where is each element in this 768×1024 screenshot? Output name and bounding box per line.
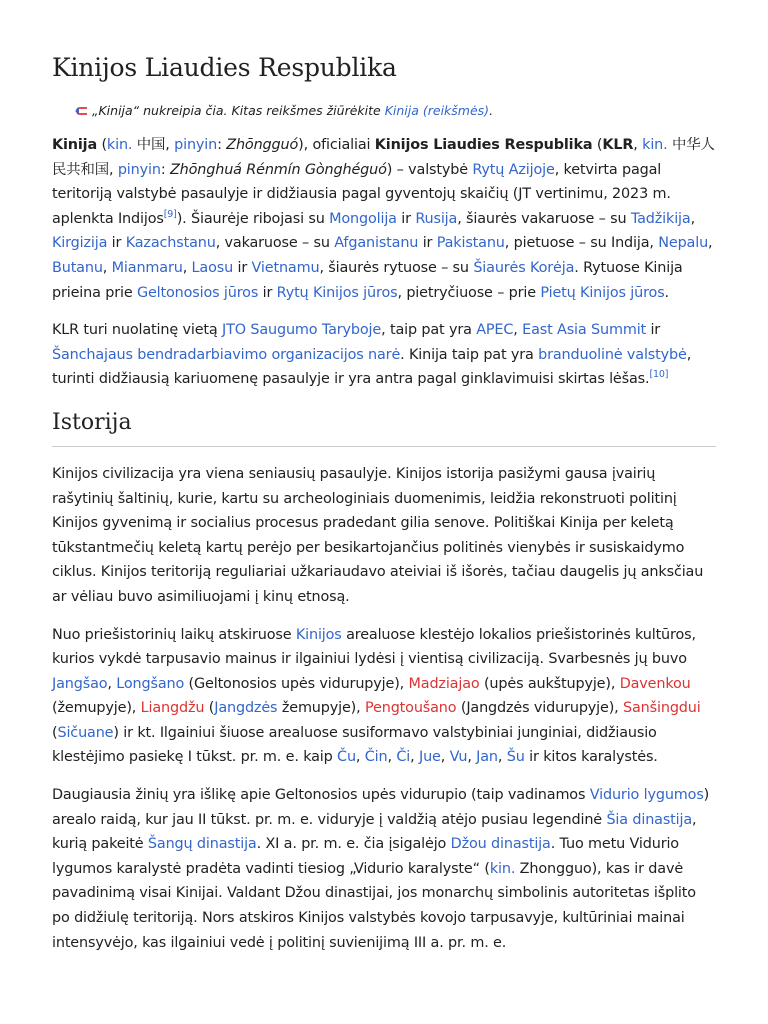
hatnote-end: . xyxy=(489,103,494,118)
intro-paragraph-2 xyxy=(52,318,716,392)
bold-term: Kinijos Liaudies Respublika xyxy=(374,137,593,153)
wiki-link[interactable]: Mianmaru xyxy=(111,259,183,276)
wiki-link[interactable]: kin. xyxy=(489,860,516,877)
wiki-link[interactable]: Džou dinastija xyxy=(450,836,551,853)
wiki-link[interactable]: JTO Saugumo Taryboje xyxy=(222,322,382,339)
wiki-link[interactable]: Kinijos xyxy=(295,626,342,643)
text-run: ir xyxy=(258,284,277,301)
wiki-link[interactable]: Longšano xyxy=(116,675,185,692)
text-run: Nuo priešistorinių laikų atskiruose xyxy=(52,626,296,643)
text-run: 中国, xyxy=(132,137,175,153)
text-run: ) ir kt. Ilgainiui šiuose arealuose susiformavo valstybiniai junginiai, didžiausio klestėjimo pasiekę I tūkst. pr. m. e. kaip xyxy=(52,724,657,766)
wiki-link[interactable]: pinyin xyxy=(174,137,218,153)
wiki-link[interactable]: Mongolija xyxy=(329,210,397,227)
wiki-link[interactable]: Vu xyxy=(449,749,468,766)
wiki-link[interactable]: Nepalu xyxy=(658,235,709,252)
text-run: , xyxy=(497,749,507,766)
wiki-link[interactable]: Jangdzės xyxy=(214,700,278,717)
text-run: : xyxy=(160,161,170,178)
text-run: , xyxy=(182,259,192,276)
text-run: Kinijos civilizacija yra viena seniausių pasaulyje. Kinijos istorija pasižymi gausa įvairių rašytinių šaltinių, kurie, kartu su archeologiniais duomenimis, leidžia rekonstruoti politinį Kinijos gyvenimą ir socialius procesus pradedant gilia senove. Politiškai Kinija per keletą tūkstantmečių keletą kartų perėjo per besikartojančius politinės vienybės ir susiskaidymo ciklus. Kinijos teritoriją reguliariai užkariaudavo ateiviai iš išorės, tačiau daugelis jų anksčiau ar vėliau buvo asimiliuojami į kinų etnosą. xyxy=(52,465,704,605)
text-run: , pietryčiuose – prie xyxy=(397,284,541,301)
wiki-link[interactable]: Butanu xyxy=(52,259,103,276)
text-run: , ketvirta pagal teritoriją valstybė pasaulyje ir didžiausia pagal gyventojų skaičių (JT vertinimu, 2023 m. aplenkta Indijos xyxy=(52,161,671,227)
text-run: ), oficialiai xyxy=(298,137,375,153)
text-run: ir xyxy=(233,259,252,276)
history-paragraph-2 xyxy=(52,623,716,771)
hatnote xyxy=(74,102,716,120)
text-run: ir xyxy=(396,210,416,227)
text-run: (Jangdzės vidurupyje), xyxy=(456,700,624,717)
text-run: ir kitos karalystės. xyxy=(524,749,658,766)
text-run: , xyxy=(387,749,397,766)
text-run: , xyxy=(708,235,713,252)
wiki-link[interactable]: Laosu xyxy=(191,259,234,276)
redirect-arrow-icon xyxy=(74,106,88,116)
wiki-link[interactable]: Afganistanu xyxy=(334,235,419,252)
text-run: , kurią pakeitė xyxy=(52,811,697,853)
citation-link[interactable]: [9] xyxy=(163,208,177,220)
wiki-link[interactable]: kin. xyxy=(642,137,668,153)
wiki-link[interactable]: East Asia Summit xyxy=(522,322,647,339)
wiki-link[interactable]: Pakistanu xyxy=(436,235,505,252)
wiki-link[interactable]: Kirgizija xyxy=(52,235,108,252)
red-link[interactable]: Pengtoušano xyxy=(365,700,457,717)
text-run: , xyxy=(633,137,643,153)
text-run: . xyxy=(664,284,669,301)
text-run: KLR turi nuolatinę vietą xyxy=(52,322,222,339)
wiki-link[interactable]: Vietnamu xyxy=(251,259,320,276)
text-run: , xyxy=(410,749,419,766)
text-run: ( xyxy=(52,724,58,741)
wiki-link[interactable]: Rytų Azijoje xyxy=(472,161,555,178)
wiki-link[interactable]: Šangų dinastija xyxy=(147,836,257,853)
wiki-link[interactable]: Jan xyxy=(476,749,498,766)
text-run: , xyxy=(107,675,117,692)
wiki-link[interactable]: Rytų Kinijos jūros xyxy=(276,284,398,301)
text-run: . Kinija taip pat yra xyxy=(400,346,539,363)
text-run: , šiaurės vakaruose – su xyxy=(457,210,631,227)
text-run: ir xyxy=(107,235,126,252)
text-run: . Tuo metu Vidurio lygumos karalystė pradėta vadinti tiesiog „Vidurio karalyste“ ( xyxy=(52,836,679,877)
text-run: , xyxy=(355,749,365,766)
text-run: , xyxy=(690,210,695,227)
text-run: , taip pat yra xyxy=(381,322,477,339)
history-paragraph-1 xyxy=(52,462,716,610)
wiki-link[interactable]: Sičuane xyxy=(57,724,114,741)
bold-term: Kinija xyxy=(52,137,98,153)
citation xyxy=(649,370,668,381)
wiki-link[interactable]: Jangšao xyxy=(52,675,108,692)
wiki-link[interactable]: Pietų Kinijos jūros xyxy=(540,284,665,301)
wiki-link[interactable]: Ču xyxy=(337,749,356,766)
text-run: ir xyxy=(418,235,437,252)
red-link[interactable]: Liangdžu xyxy=(140,700,205,717)
text-run: Zhongguo), kas ir davė pavadinimą visai Kinijai. Valdant Džou dinastijai, jos monarchų simbolinis autoritetas išplito po didžiulę teritoriją. Nors atskiros Kinijos valstybės kovojo tarpusavyje, kultūriniai mainai intensyvėjo, kas ilgainiui vedė į politinį suvienijimą III a. pr. m. e. xyxy=(52,860,696,951)
section-heading-istorija: Istorija xyxy=(52,408,716,447)
italic-term: Zhōnghuá Rénmín Gònghéguó xyxy=(169,161,387,178)
wiki-link[interactable]: Vidurio lygumos xyxy=(589,787,704,804)
text-run: 中华人民共和国, xyxy=(52,137,715,178)
text-run: ( xyxy=(97,137,107,153)
text-run: . XI a. pr. m. e. čia įsigalėjo xyxy=(256,836,451,853)
text-run: , šiaurės rytuose – su xyxy=(319,259,474,276)
wiki-link[interactable]: Šiaurės Korėja xyxy=(473,259,575,276)
text-run: , pietuose – su Indija, xyxy=(504,235,659,252)
text-run: , xyxy=(467,749,477,766)
wiki-link[interactable]: Šu xyxy=(506,749,525,766)
text-run: , xyxy=(513,322,523,339)
wiki-link[interactable]: Čin xyxy=(364,749,388,766)
text-run: ) – valstybė xyxy=(386,161,473,178)
text-run: , xyxy=(440,749,450,766)
text-run: ( xyxy=(204,700,215,717)
history-paragraph-3 xyxy=(52,783,716,955)
text-run: ) arealo raidą, kur jau II tūkst. pr. m. e. viduryje į valdžią atėjo pusiau legendinė xyxy=(52,787,710,828)
wiki-link[interactable]: Rusija xyxy=(415,210,458,227)
wiki-link[interactable]: Tadžikija xyxy=(630,210,691,227)
text-run: , xyxy=(102,259,112,276)
text-run: (upės aukštupyje), xyxy=(479,675,620,692)
text-run: : xyxy=(217,137,227,153)
citation-link[interactable]: [10] xyxy=(649,369,669,381)
hatnote-text: „Kinija“ nukreipia čia. Kitas reikšmes žiūrėkite xyxy=(92,103,381,118)
intro-paragraph-1 xyxy=(52,133,716,305)
text-run: ( xyxy=(592,137,603,153)
red-link[interactable]: Sanšingdui xyxy=(623,700,701,717)
wiki-link[interactable]: branduolinė valstybė xyxy=(538,346,687,363)
text-run: , turinti didžiausią kariuomenę pasaulyje ir yra antra pagal ginklavimuisi skirtas lėšas. xyxy=(52,346,692,388)
text-run: ir xyxy=(646,322,661,339)
text-run: žemupyje), xyxy=(277,700,365,717)
text-run: arealuose klestėjo lokalios priešistorinės kultūros, kurios vykdė tarpusavio mainus ir ilgainiui lydėsi į vientisą civilizaciją. Svarbesnės jų buvo xyxy=(52,626,696,668)
wiki-link[interactable]: Jue xyxy=(418,749,441,766)
wiki-link[interactable]: Kazachstanu xyxy=(125,235,216,252)
bold-term: KLR xyxy=(602,137,634,153)
page-title: Kinijos Liaudies Respublika xyxy=(52,53,397,82)
wiki-link[interactable]: Šia dinastija xyxy=(606,811,693,828)
text-run: ). Šiaurėje ribojasi su xyxy=(176,210,330,227)
wiki-link[interactable]: Geltonosios jūros xyxy=(136,284,259,301)
text-run: Daugiausia žinių yra išlikę apie Geltonosios upės vidurupio (taip vadinamos xyxy=(52,787,590,804)
wiki-link[interactable]: pinyin xyxy=(117,161,161,178)
hatnote-link[interactable]: Kinija (reikšmės) xyxy=(384,103,490,118)
red-link[interactable]: Davenkou xyxy=(619,675,691,692)
red-link[interactable]: Madziajao xyxy=(408,675,480,692)
text-run: . Rytuose Kinija prieina prie xyxy=(52,259,683,301)
wiki-link[interactable]: APEC xyxy=(476,322,514,339)
text-run: , vakaruose – su xyxy=(215,235,335,252)
italic-term: Zhōngguó xyxy=(226,137,299,153)
wiki-link[interactable]: Šanchajaus bendradarbiavimo organizacijos narė xyxy=(52,346,401,363)
text-run: (Geltonosios upės vidurupyje), xyxy=(184,675,409,692)
citation xyxy=(164,209,177,220)
text-run: (žemupyje), xyxy=(52,700,141,717)
wiki-link[interactable]: kin. xyxy=(106,137,133,153)
wiki-link[interactable]: Či xyxy=(396,749,411,766)
